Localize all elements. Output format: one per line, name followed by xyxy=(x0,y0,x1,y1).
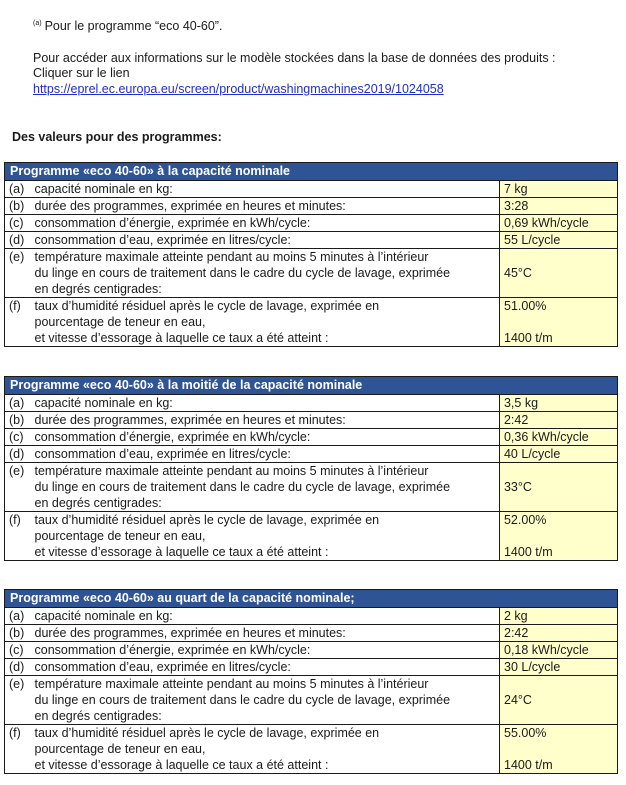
row-label: (b) xyxy=(5,412,31,429)
row-value xyxy=(500,298,618,347)
table-row xyxy=(5,512,618,561)
humidity-value: 51.00% xyxy=(504,299,547,313)
row-value: 3,5 kg xyxy=(499,395,617,412)
row-label: (e) xyxy=(5,249,31,298)
row-label: (e) xyxy=(5,676,31,725)
click-text: Cliquer sur le lien xyxy=(33,66,130,80)
row-label: (c) xyxy=(5,642,31,659)
row-label: (a) xyxy=(5,608,31,625)
row-label: (a) xyxy=(5,181,31,198)
row-description: capacité nominale en kg: xyxy=(31,181,500,198)
row-description: capacité nominale en kg: xyxy=(31,608,500,625)
table-row xyxy=(5,198,618,215)
spin-speed-value: 1400 t/m xyxy=(504,331,553,345)
row-label: (a) xyxy=(5,395,31,412)
row-label: (c) xyxy=(5,429,31,446)
table-row xyxy=(5,181,618,198)
row-label: (f) xyxy=(5,298,31,347)
row-label: (e) xyxy=(5,463,31,512)
table-row xyxy=(5,232,618,249)
footnote xyxy=(33,16,613,35)
row-label: (c) xyxy=(5,215,31,232)
table-title: Programme «eco 40-60» à la moitié de la capacité nominale xyxy=(5,377,618,395)
table-title: Programme «eco 40-60» à la capacité nominale xyxy=(5,163,618,181)
row-description: consommation d’énergie, exprimée en kWh/cycle: xyxy=(31,215,500,232)
row-value: 45°C xyxy=(500,249,618,298)
footnote-text: Pour le programme “eco 40-60”. xyxy=(44,19,223,33)
row-value: 30 L/cycle xyxy=(500,659,618,676)
program-table-1 xyxy=(4,162,618,347)
footnote-marker: (a) xyxy=(33,20,42,27)
row-description: température maximale atteinte pendant au moins 5 minutes à l’intérieur du linge en cours de traitement dans le cadre du cycle de lavage, exprimée en degrés centigrades: xyxy=(31,249,500,298)
table-row xyxy=(5,215,618,232)
table-row xyxy=(5,298,618,347)
row-label: (d) xyxy=(5,232,31,249)
row-description: taux d’humidité résiduel après le cycle de lavage, exprimée en pourcentage de teneur en eau, et vitesse d’essorage à laquelle ce taux a été atteint : xyxy=(31,512,500,561)
row-description: température maximale atteinte pendant au moins 5 minutes à l’intérieur du linge en cours de traitement dans le cadre du cycle de lavage, exprimée en degrés centigrades: xyxy=(31,676,500,725)
table-row xyxy=(5,249,618,298)
row-description: consommation d’eau, exprimée en litres/cycle: xyxy=(31,446,500,463)
row-description: taux d’humidité résiduel après le cycle de lavage, exprimée en pourcentage de teneur en eau, et vitesse d’essorage à laquelle ce taux a été atteint : xyxy=(31,298,500,347)
table-row xyxy=(5,412,618,429)
table-row xyxy=(5,463,618,512)
row-value: 55 L/cycle xyxy=(500,232,618,249)
table-row xyxy=(5,659,618,676)
row-value: 2:42 xyxy=(500,625,618,642)
row-description: consommation d’énergie, exprimée en kWh/cycle: xyxy=(31,429,500,446)
row-value xyxy=(500,725,618,774)
spin-speed-value: 1400 t/m xyxy=(504,758,553,772)
eprel-link[interactable]: https://eprel.ec.europa.eu/screen/product/washingmachines2019/1024058 xyxy=(33,81,444,96)
table-row xyxy=(5,608,618,625)
row-value: 3:28 xyxy=(500,198,618,215)
section-title: Des valeurs pour des programmes: xyxy=(12,130,222,144)
table-row xyxy=(5,725,618,774)
spin-speed-value: 1400 t/m xyxy=(503,545,553,559)
row-label: (b) xyxy=(5,198,31,215)
intro-block xyxy=(33,16,613,97)
row-value: 0,36 kWh/cycle xyxy=(499,429,617,446)
row-label: (f) xyxy=(5,512,31,561)
program-table-3 xyxy=(4,589,618,774)
row-description: durée des programmes, exprimée en heures et minutes: xyxy=(31,625,500,642)
row-value xyxy=(499,512,617,561)
row-value: 24°C xyxy=(500,676,618,725)
row-label: (d) xyxy=(5,446,31,463)
row-value: 7 kg xyxy=(500,181,618,198)
row-value: 2:42 xyxy=(499,412,617,429)
humidity-value: 55.00% xyxy=(504,726,547,740)
table-row xyxy=(5,625,618,642)
row-description: consommation d’énergie, exprimée en kWh/cycle: xyxy=(31,642,500,659)
table-row xyxy=(5,676,618,725)
program-table-2 xyxy=(4,376,618,561)
row-value: 40 L/cycle xyxy=(499,446,617,463)
row-value: 33°C xyxy=(499,463,617,512)
row-description: durée des programmes, exprimée en heures et minutes: xyxy=(31,198,500,215)
row-value: 0,18 kWh/cycle xyxy=(500,642,618,659)
table-title: Programme «eco 40-60» au quart de la capacité nominale; xyxy=(5,590,618,608)
humidity-value: 52.00% xyxy=(503,513,547,527)
row-description: durée des programmes, exprimée en heures et minutes: xyxy=(31,412,500,429)
table-row xyxy=(5,446,618,463)
row-description: consommation d’eau, exprimée en litres/cycle: xyxy=(31,659,500,676)
table-row xyxy=(5,395,618,412)
row-value: 0,69 kWh/cycle xyxy=(500,215,618,232)
row-label: (f) xyxy=(5,725,31,774)
row-description: consommation d’eau, exprimée en litres/cycle: xyxy=(31,232,500,249)
table-row xyxy=(5,429,618,446)
row-description: température maximale atteinte pendant au moins 5 minutes à l’intérieur du linge en cours de traitement dans le cadre du cycle de lavage, exprimée en degrés centigrades: xyxy=(31,463,500,512)
row-label: (b) xyxy=(5,625,31,642)
table-row xyxy=(5,642,618,659)
access-text: Pour accéder aux informations sur le modèle stockées dans la base de données des produits : xyxy=(33,50,556,65)
row-value: 2 kg xyxy=(500,608,618,625)
row-label: (d) xyxy=(5,659,31,676)
row-description: taux d’humidité résiduel après le cycle de lavage, exprimée en pourcentage de teneur en eau, et vitesse d’essorage à laquelle ce taux a été atteint : xyxy=(31,725,500,774)
row-description: capacité nominale en kg: xyxy=(31,395,500,412)
